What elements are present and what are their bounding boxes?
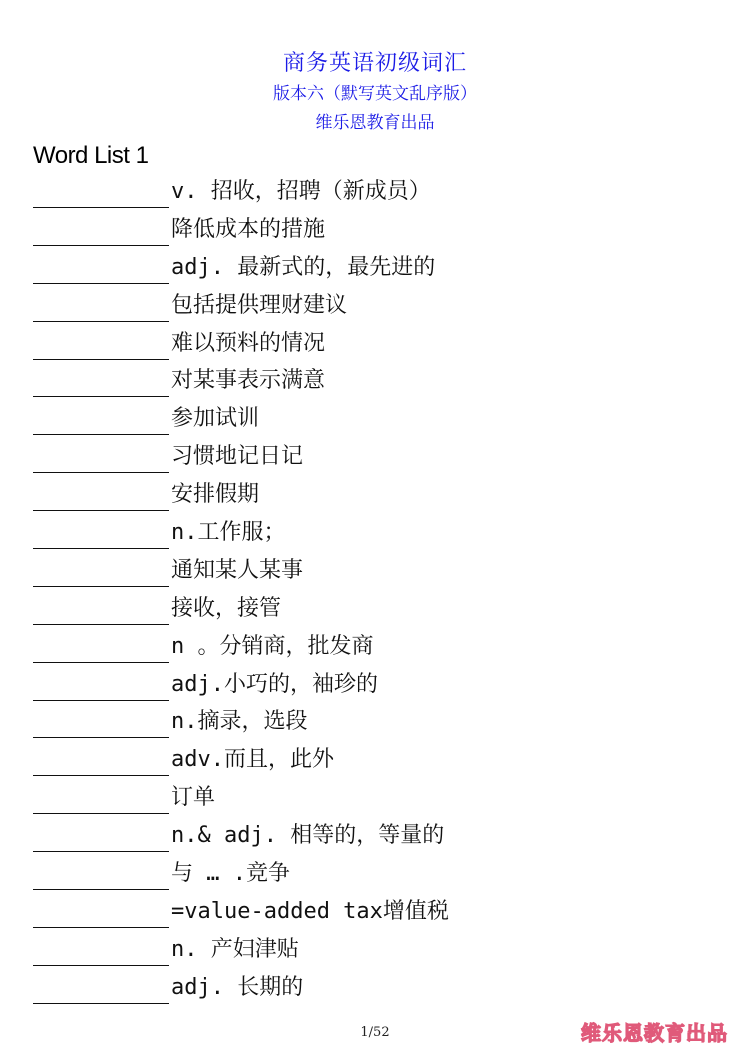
list-item bbox=[0, 516, 750, 554]
item-meaning: adj. 最新式的，最先进的 bbox=[171, 254, 436, 280]
list-item bbox=[0, 971, 750, 1009]
answer-blank[interactable] bbox=[33, 813, 169, 814]
answer-blank[interactable] bbox=[33, 207, 169, 208]
answer-blank[interactable] bbox=[33, 245, 169, 246]
list-item bbox=[0, 554, 750, 592]
answer-blank[interactable] bbox=[33, 586, 169, 587]
item-meaning: 包括提供理财建议 bbox=[171, 292, 348, 318]
item-meaning: 习惯地记日记 bbox=[171, 444, 304, 470]
answer-blank[interactable] bbox=[33, 434, 169, 435]
answer-blank[interactable] bbox=[33, 662, 169, 663]
answer-blank[interactable] bbox=[33, 851, 169, 852]
item-meaning: v. 招收，招聘（新成员） bbox=[171, 179, 431, 204]
item-meaning: n 。分销商，批发商 bbox=[171, 633, 374, 659]
answer-blank[interactable] bbox=[33, 359, 169, 360]
answer-blank[interactable] bbox=[33, 700, 169, 701]
list-item bbox=[0, 895, 750, 933]
page-number: 1/52 bbox=[360, 1025, 390, 1040]
answer-blank[interactable] bbox=[33, 396, 169, 397]
answer-blank[interactable] bbox=[33, 965, 169, 966]
word-list-heading: Word List 1 bbox=[33, 142, 149, 169]
document-subtitle: 版本六（默写英文乱序版） bbox=[273, 84, 477, 104]
item-meaning: adj.小巧的，袖珍的 bbox=[171, 671, 378, 697]
answer-blank[interactable] bbox=[33, 472, 169, 473]
list-item bbox=[0, 592, 750, 630]
list-item bbox=[0, 857, 750, 895]
publisher-line: 维乐恩教育出品 bbox=[315, 113, 435, 133]
list-item bbox=[0, 478, 750, 516]
list-item bbox=[0, 781, 750, 819]
item-meaning: 与 … .竞争 bbox=[171, 861, 290, 887]
list-item bbox=[0, 819, 750, 857]
item-meaning: adj. 长期的 bbox=[171, 974, 304, 1000]
item-meaning: 降低成本的措施 bbox=[171, 216, 326, 242]
item-meaning: 对某事表示满意 bbox=[171, 368, 326, 394]
item-meaning: 订单 bbox=[171, 785, 216, 811]
answer-blank[interactable] bbox=[33, 510, 169, 511]
list-item bbox=[0, 327, 750, 365]
list-item bbox=[0, 743, 750, 781]
list-item bbox=[0, 251, 750, 289]
list-item bbox=[0, 440, 750, 478]
word-list bbox=[0, 175, 750, 1009]
answer-blank[interactable] bbox=[33, 737, 169, 738]
answer-blank[interactable] bbox=[33, 775, 169, 776]
answer-blank[interactable] bbox=[33, 624, 169, 625]
answer-blank[interactable] bbox=[33, 548, 169, 549]
list-item bbox=[0, 289, 750, 327]
item-meaning: n. 产妇津贴 bbox=[171, 936, 299, 962]
answer-blank[interactable] bbox=[33, 927, 169, 928]
answer-blank[interactable] bbox=[33, 283, 169, 284]
list-item bbox=[0, 668, 750, 706]
list-item bbox=[0, 364, 750, 402]
item-meaning: adv.而且，此外 bbox=[171, 747, 334, 773]
item-meaning: n.摘录，选段 bbox=[171, 709, 308, 735]
item-meaning: 通知某人某事 bbox=[171, 557, 304, 583]
answer-blank[interactable] bbox=[33, 321, 169, 322]
list-item bbox=[0, 175, 750, 213]
list-item bbox=[0, 933, 750, 971]
list-item bbox=[0, 402, 750, 440]
answer-blank[interactable] bbox=[33, 1003, 169, 1004]
item-meaning: 难以预料的情况 bbox=[171, 330, 326, 356]
list-item bbox=[0, 630, 750, 668]
item-meaning: 参加试训 bbox=[171, 406, 260, 432]
list-item bbox=[0, 705, 750, 743]
answer-blank[interactable] bbox=[33, 889, 169, 890]
item-meaning: n.工作服； bbox=[171, 520, 286, 546]
item-meaning: 安排假期 bbox=[171, 482, 260, 508]
item-meaning: =value-added tax增值税 bbox=[171, 898, 449, 924]
document-title: 商务英语初级词汇 bbox=[282, 51, 467, 76]
list-item bbox=[0, 213, 750, 251]
item-meaning: 接收，接管 bbox=[171, 595, 282, 621]
publisher-watermark: 维乐恩教育出品 bbox=[581, 1021, 728, 1045]
item-meaning: n.& adj. 相等的，等量的 bbox=[171, 823, 445, 849]
